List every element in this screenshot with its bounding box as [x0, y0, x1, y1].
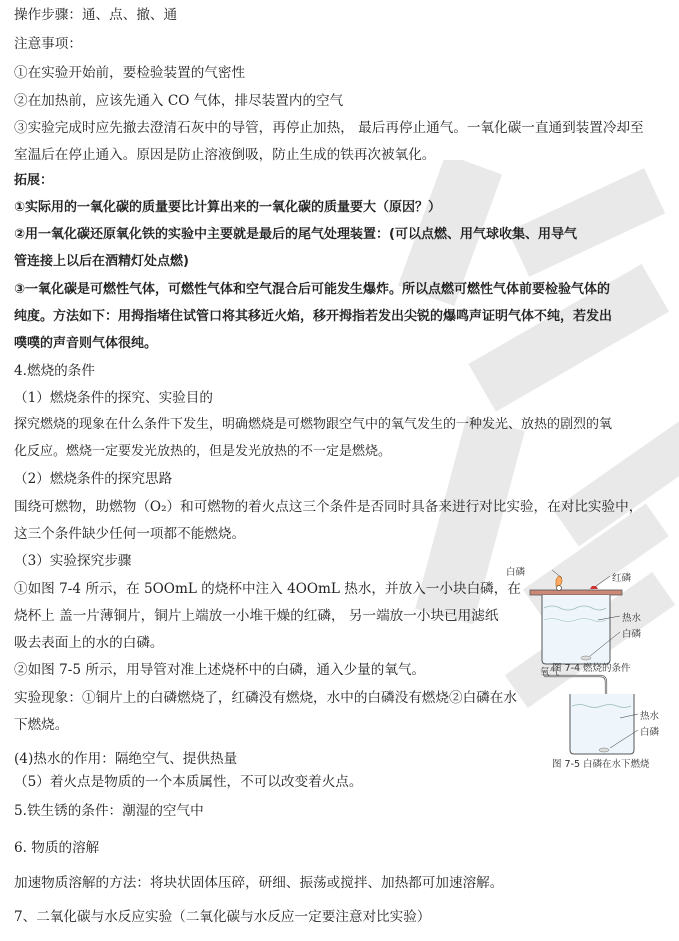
text-line: 吸去表面上的水的白磷。	[14, 635, 164, 651]
text-line: ②用一氧化碳还原氧化铁的实验中主要就是最后的尾气处理装置：(可以点燃、用气球收集、用导气	[14, 227, 577, 242]
text-line: 探究燃烧的现象在什么条件下发生，明确燃烧是可燃物跟空气中的氧气发生的一种发光、放热的剧烈的氧	[14, 417, 613, 432]
text-line: ③实验完成时应先撤去澄清石灰中的导管，再停止加热， 最后再停止通气。一氧化碳一直通到装置冷却至	[14, 120, 644, 136]
text-line: 7、二氧化碳与水反应实验（二氧化碳与水反应一定要注意对比实验）	[14, 909, 431, 925]
text-line: （5）着火点是物质的一个本质属性，不可以改变着火点。	[14, 774, 363, 790]
label-white-phosphorus-water: 白磷	[622, 629, 642, 640]
text-line: 围绕可燃物，助燃物（O₂）和可燃物的着火点这三个条件是否同时具备来进行对比实验，在对比实验中，	[14, 499, 643, 515]
text-line: ①实际用的一氧化碳的质量要比计算出来的一氧化碳的质量要大（原因？）	[14, 200, 442, 215]
section-heading: 6. 物质的溶解	[14, 840, 100, 856]
label-oxygen: 氧气	[540, 667, 560, 678]
label-white-phosphorus: 白磷	[506, 567, 526, 578]
beaker-diagram-1	[528, 568, 668, 668]
text-line: 实验现象：①铜片上的白磷燃烧了，红磷没有燃烧，水中的白磷没有燃烧②白磷在水	[14, 690, 517, 706]
text-line: ③一氧化碳是可燃性气体，可燃性气体和空气混合后可能发生爆炸。所以点燃可燃性气体前要检验气体的	[14, 282, 611, 297]
section-heading: 拓展：	[14, 173, 54, 188]
label-hot-water: 热水	[640, 711, 660, 722]
figure-caption: 图 7-5 白磷在水下燃烧	[552, 759, 650, 770]
text-line: 烧杯上 盖一片薄铜片，铜片上端放一小堆干燥的红磷， 另一端放一小块已用滤纸	[14, 608, 499, 624]
text-line: 下燃烧。	[14, 717, 69, 733]
text-line: (4)热水的作用：隔绝空气、提供热量	[14, 751, 238, 767]
text-line: 5.铁生锈的条件：潮湿的空气中	[14, 803, 204, 819]
text-line: 管连接上以后在酒精灯处点燃)	[14, 254, 189, 269]
text-line: 纯度。方法如下：用拇指堵住试管口将其移近火焰，移开拇指若发出尖锐的爆鸣声证明气体不纯，若发出	[14, 309, 613, 324]
text-line: （3）实验探究步骤	[14, 553, 132, 569]
label-red-phosphorus: 红磷	[612, 573, 632, 584]
text-line: 操作步骤：通、点、撤、通	[14, 7, 178, 23]
section-heading: 4.燃烧的条件	[14, 363, 95, 379]
text-line: ①如图 7-4 所示，在 5OOmL 的烧杯中注入 4OOmL 热水，并放入一小块白磷，在	[14, 581, 521, 597]
label-white-phosphorus: 白磷	[640, 727, 660, 738]
text-line: 室温后在停止通入。原因是防止溶液倒吸，防止生成的铁再次被氧化。	[14, 147, 436, 163]
text-line: ①在实验开始前，要检验装置的气密性	[14, 65, 246, 81]
text-line: 噗噗的声音则气体很纯。	[14, 336, 158, 351]
text-line: （1）燃烧条件的探究、实验目的	[14, 390, 213, 406]
label-hot-water: 热水	[622, 613, 642, 624]
text-line: 化反应。燃烧一定要发光放热的，但是发光放热的不一定是燃烧。	[14, 444, 392, 459]
text-line: 注意事项：	[14, 36, 82, 52]
text-line: ②如图 7-5 所示，用导管对准上述烧杯中的白磷，通入少量的氧气。	[14, 662, 426, 678]
text-line: （2）燃烧条件的探究思路	[14, 471, 173, 487]
figure-7-5	[540, 668, 670, 768]
text-line: 这三个条件缺少任何一项都不能燃烧。	[14, 526, 246, 542]
text-line: 加速物质溶解的方法：将块状固体压碎，研细、振荡或搅拌、加热都可加速溶解。	[14, 875, 504, 891]
figure-caption: 图 7-4 燃烧的条件	[552, 663, 631, 674]
text-line: ②在加热前，应该先通入 CO 气体，排尽装置内的空气	[14, 93, 344, 109]
